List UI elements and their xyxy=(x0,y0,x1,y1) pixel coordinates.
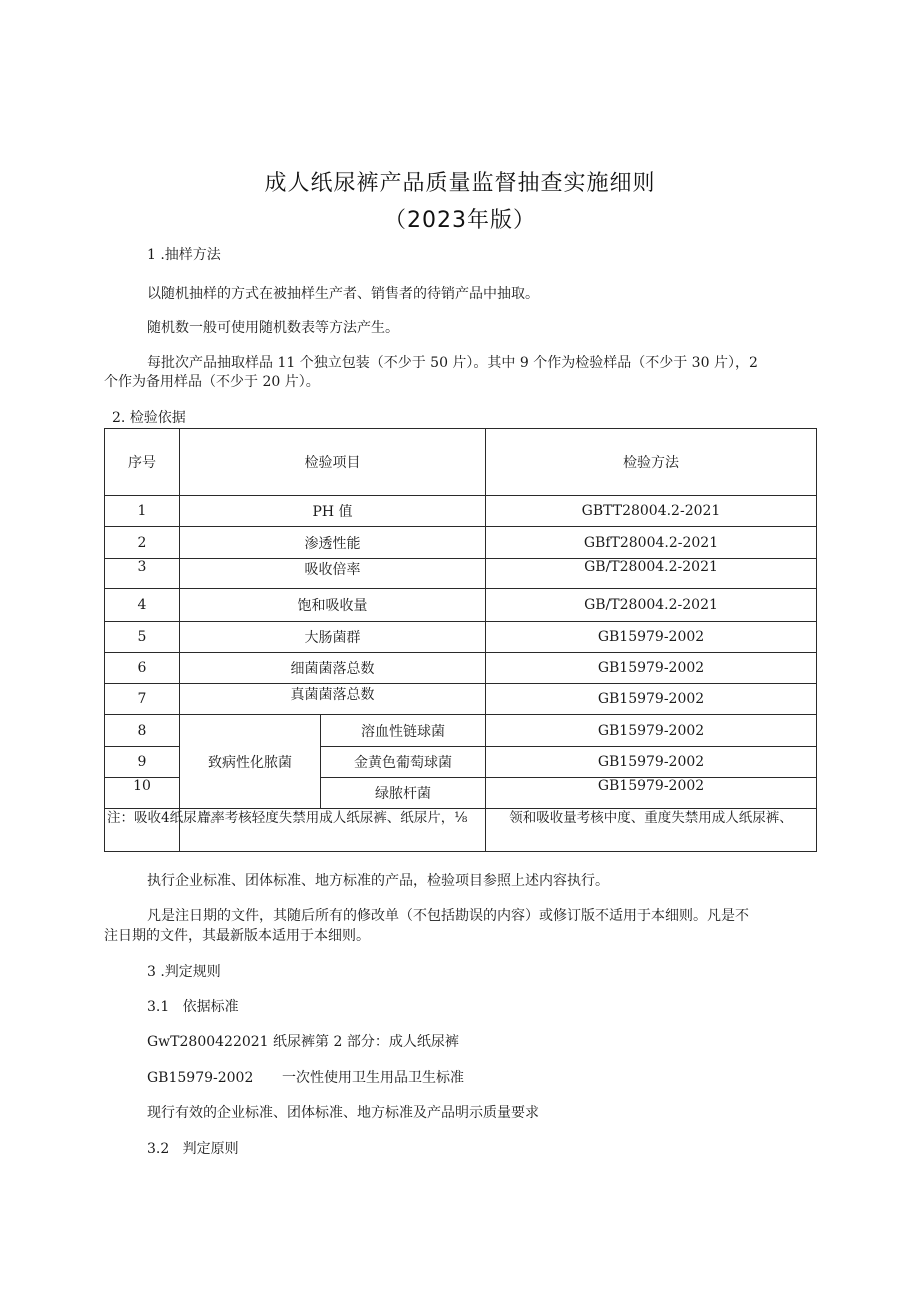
row-method: GB/T28004.2-2021 xyxy=(486,559,817,589)
document-edition: （2023年版） xyxy=(384,208,536,233)
row-item: 大肠菌群 xyxy=(180,622,486,653)
table-row xyxy=(105,496,817,527)
table-row xyxy=(105,559,817,589)
row-no: 3 xyxy=(105,559,180,589)
table-row xyxy=(105,527,817,559)
row-no: 8 xyxy=(105,715,180,747)
row-method: GB15979-2002 xyxy=(486,747,817,778)
note-cell-3: 领和吸收量考核中度、重度失禁用成人纸尿裤、 xyxy=(486,809,817,852)
row-method: GB15979-2002 xyxy=(486,715,817,747)
standard-1: GwT2800422021 纸尿裤第 2 部分：成人纸尿裤 xyxy=(147,1034,459,1050)
standard-2-name: 一次性使用卫生用品卫生标准 xyxy=(282,1070,464,1086)
section-3-2-heading: 3.2 判定原则 xyxy=(147,1141,239,1157)
section-3-1-heading: 3.1 依据标准 xyxy=(147,999,239,1015)
section-3-heading: 3 .判定规则 xyxy=(147,964,221,980)
row-method: GBTT28004.2-2021 xyxy=(486,496,817,527)
section-2-heading: 2. 检验依据 xyxy=(112,410,186,426)
section-1-heading: 1 .抽样方法 xyxy=(147,247,221,263)
sampling-method-text: 以随机抽样的方式在被抽样生产者、销售者的待销产品中抽取。 xyxy=(147,286,539,302)
row-item: PH 值 xyxy=(180,496,486,527)
row-no: 9 xyxy=(105,747,180,778)
row-method: GB15979-2002 xyxy=(486,684,817,715)
table-row xyxy=(105,715,817,747)
row-item: 金黄色葡萄球菌 xyxy=(321,747,486,778)
note-cell-1: 注：吸收4纸尿片。 xyxy=(105,809,180,852)
row-method: GB15979-2002 xyxy=(486,778,817,809)
note-cell-2: 音率考核轻度失禁用成人纸尿裤、纸尿片，⅛ xyxy=(180,809,486,852)
random-number-text: 随机数一般可使用随机数表等方法产生。 xyxy=(147,320,399,336)
table-note-row xyxy=(105,809,817,852)
row-no: 6 xyxy=(105,653,180,684)
header-item: 检验项目 xyxy=(180,429,486,496)
table-row xyxy=(105,653,817,684)
header-no: 序号 xyxy=(105,429,180,496)
header-method: 检验方法 xyxy=(486,429,817,496)
row-method: GB15979-2002 xyxy=(486,653,817,684)
row-method: GBfT28004.2-2021 xyxy=(486,527,817,559)
row-no: 7 xyxy=(105,684,180,715)
standard-3: 现行有效的企业标准、团体标准、地方标准及产品明示质量要求 xyxy=(147,1105,539,1121)
row-item: 饱和吸收量 xyxy=(180,589,486,622)
pathogen-group-label: 致病性化脓菌 xyxy=(180,715,321,809)
sample-quantity-text-line2: 个作为备用样品（不少于 20 片）。 xyxy=(104,374,320,390)
table-row xyxy=(105,589,817,622)
row-no: 1 xyxy=(105,496,180,527)
row-item: 绿脓杆菌 xyxy=(321,778,486,809)
applicability-text: 执行企业标准、团体标准、地方标准的产品，检验项目参照上述内容执行。 xyxy=(147,873,609,889)
row-item: 吸收倍率 xyxy=(180,559,486,589)
row-no: 2 xyxy=(105,527,180,559)
standard-2-code: GB15979-2002 xyxy=(147,1070,254,1086)
row-item: 渗透性能 xyxy=(180,527,486,559)
row-item: 细菌菌落总数 xyxy=(180,653,486,684)
row-method: GB15979-2002 xyxy=(486,622,817,653)
document-title: 成人纸尿裤产品质量监督抽查实施细则 xyxy=(264,171,656,196)
dated-reference-text-line1: 凡是注日期的文件，其随后所有的修改单（不包括勘误的内容）或修订版不适用于本细则。凡是不 xyxy=(147,908,749,924)
row-no: 4 xyxy=(105,589,180,622)
row-no: 5 xyxy=(105,622,180,653)
row-method: GB/T28004.2-2021 xyxy=(486,589,817,622)
dated-reference-text-line2: 注日期的文件，其最新版本适用于本细则。 xyxy=(104,928,370,944)
row-no: 10 xyxy=(105,778,180,809)
table-row xyxy=(105,684,817,715)
sample-quantity-text-line1: 每批次产品抽取样品 11 个独立包装（不少于 50 片）。其中 9 个作为检验样品（不少于 30 片），2 xyxy=(147,355,758,371)
table-row xyxy=(105,622,817,653)
table-header-row xyxy=(105,429,817,496)
inspection-table xyxy=(104,428,817,852)
row-item: 真菌菌落总数 xyxy=(180,684,486,715)
row-item: 溶血性链球菌 xyxy=(321,715,486,747)
